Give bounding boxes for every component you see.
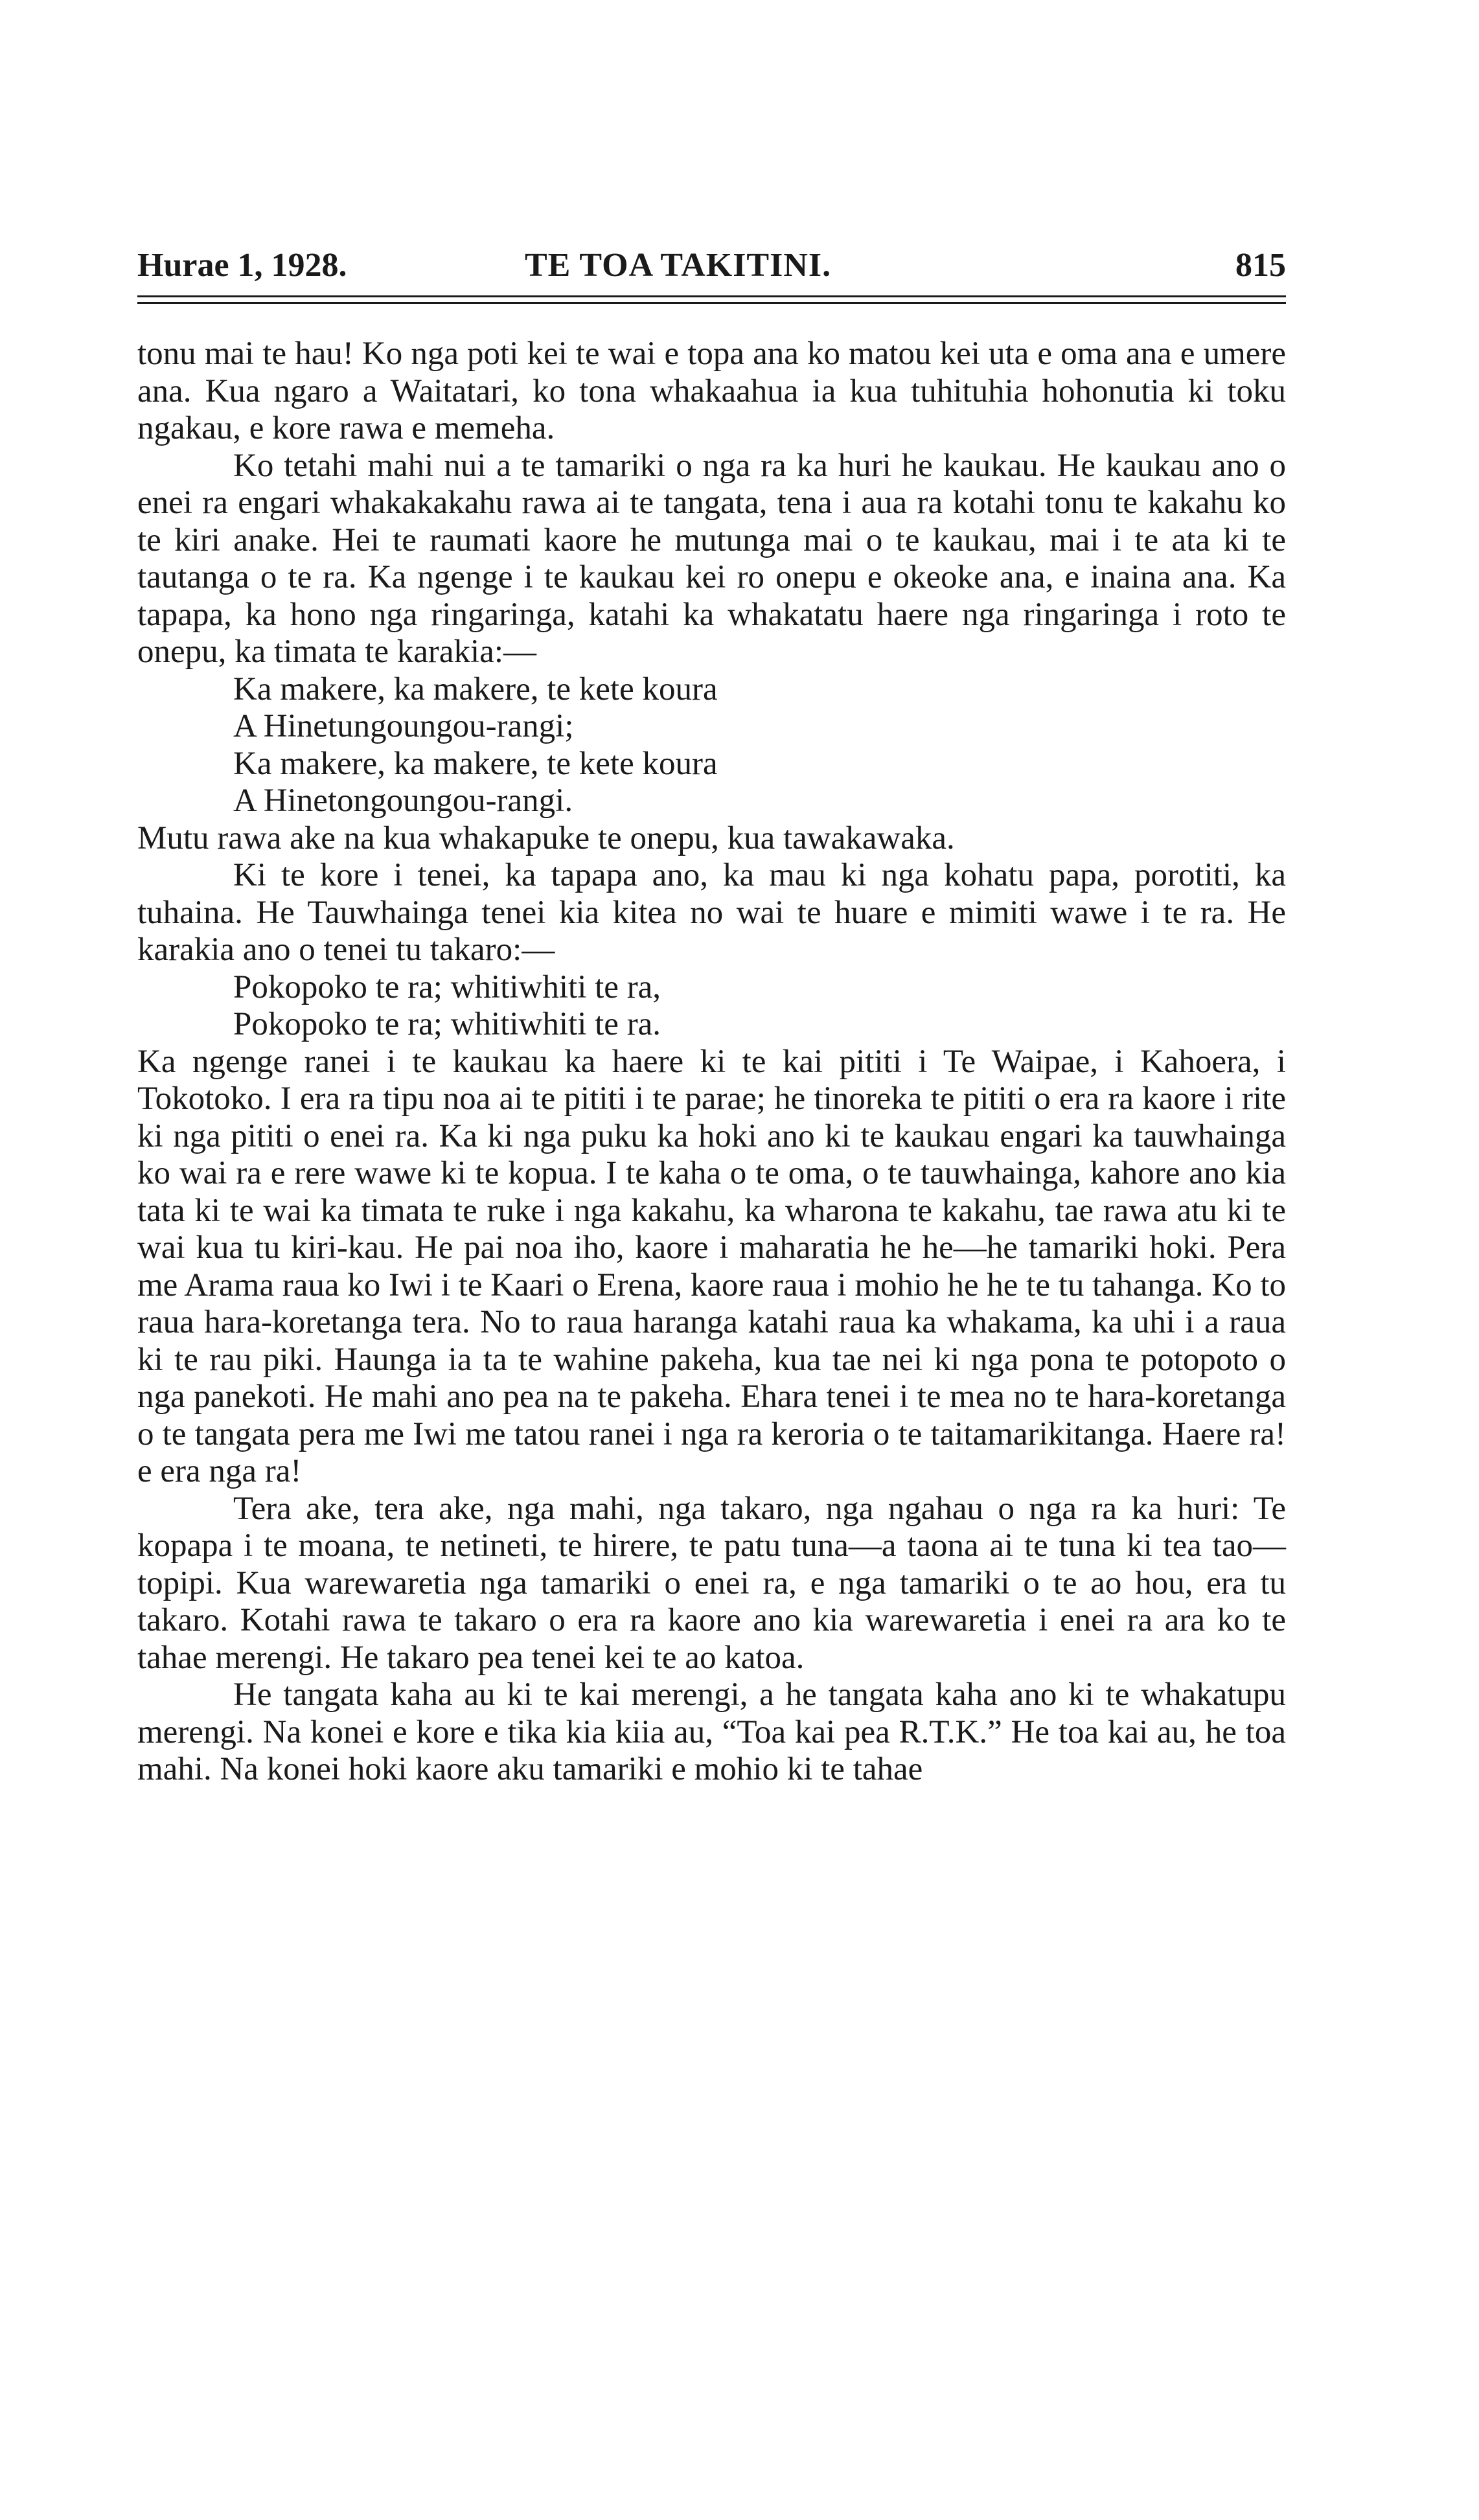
verse-line: A Hinetongoungou-rangi. <box>233 783 573 819</box>
article-body <box>137 336 1286 1789</box>
running-header <box>137 240 1286 292</box>
verse-block <box>137 969 1286 1044</box>
verse-line: Pokopoko te ra; whitiwhiti te ra. <box>233 1006 661 1042</box>
header-rule-lower <box>137 302 1286 304</box>
verse-line: Ka makere, ka makere, te kete koura <box>233 745 718 782</box>
paragraph: Ko tetahi mahi nui a te tamariki o nga ra ka huri he kaukau. He kaukau ano o enei ra engari whakakakahu rawa ai te tangata, tena i aua ra kotahi tonu te kakahu ko te kiri anake. Hei te raumati kaore he mutunga mai o te kaukau, mai i te ata ki te tautanga o te ra. Ka ngenge i te kaukau kei ro onepu e okeoke ana, e inaina ana. Ka tapapa, ka hono nga ringaringa, katahi ka whakatatu haere nga ringaringa i roto te onepu, ka timata te karakia:— <box>137 447 1286 670</box>
paragraph: He tangata kaha au ki te kai merengi, a he tangata kaha ano ki te whakatupu merengi. Na konei e kore e tika kia kiia au, “Toa kai pea R.T.K.” He toa kai au, he toa mahi. Na konei hoki kaore aku tamariki e mohio ki te tahae <box>137 1677 1286 1787</box>
header-rule-upper <box>137 295 1286 297</box>
page-number: 815 <box>1235 247 1286 284</box>
publication-title: TE TOA TAKITINI. <box>525 247 832 284</box>
paragraph: Ki te kore i tenei, ka tapapa ano, ka mau ki nga kohatu papa, porotiti, ka tuhaina. He Tauwhainga tenei kia kitea no wai te huare e mimiti wawe i te ra. He karakia ano o tenei tu takaro:— <box>137 857 1286 968</box>
paragraph: Tera ake, tera ake, nga mahi, nga takaro, nga ngahau o nga ra ka huri: Te kopapa i te moana, te netineti, te hirere, te patu tuna—a taona ai te tuna ki tea tao—topipi. Kua warewaretia nga tamariki o enei ra, e nga tamariki o te ao hou, era tu takaro. Kotahi rawa te takaro o era ra kaore ano kia warewaretia i enei ra ara ko te tahae merengi. He takaro pea tenei kei te ao katoa. <box>137 1490 1286 1676</box>
issue-date: Hurae 1, 1928. <box>137 247 347 284</box>
paragraph: Mutu rawa ake na kua whakapuke te onepu, kua tawakawaka. <box>137 819 955 856</box>
paragraph: tonu mai te hau! Ko nga poti kei te wai e topa ana ko matou kei uta e oma ana e umere ana. Kua ngaro a Waitatari, ko tona whakaahua ia kua tuhituhia hohonutia ki toku ngakau, e kore rawa e memeha. <box>137 336 1286 446</box>
verse-line: Ka makere, ka makere, te kete koura <box>233 670 718 707</box>
verse-line: A Hinetungoungou-rangi; <box>233 708 574 744</box>
verse-block <box>137 671 1286 820</box>
paragraph: Ka ngenge ranei i te kaukau ka haere ki te kai pititi i Te Waipae, i Kahoera, i Tokotoko. I era ra tipu noa ai te pititi i te parae; he tinoreka te pititi o era ra kaore i rite ki nga pititi o enei ra. Ka ki nga puku ka hoki ano ki te kaukau engari ka tauwhainga ko wai ra e rere wawe ki te kopua. I te kaha o te oma, o te tauwhainga, kahore ano kia tata ki te wai ka timata te ruke i nga kakahu, ka wharona te kakahu, tae rawa atu ki te wai kua tu kiri-kau. He pai noa iho, kaore i maharatia he he—he tamariki hoki. Pera me Arama raua ko Iwi i te Kaari o Erena, kaore raua i mohio he he te tu tahanga. Ko to raua hara-koretanga tera. No to raua haranga katahi raua ka whakama, ka uhi i a raua ki te rau piki. Haunga ia ta te wahine pakeha, kua tae nei ki nga pona te potopoto o nga panekoti. He mahi ano pea na te pakeha. Ehara tenei i te mea no te hara-koretanga o te tangata pera me Iwi me tatou ranei i nga ra keroria o te taitamarikitanga. Haere ra! e era nga ra! <box>137 1043 1286 1489</box>
verse-line: Pokopoko te ra; whitiwhiti te ra, <box>233 968 661 1005</box>
